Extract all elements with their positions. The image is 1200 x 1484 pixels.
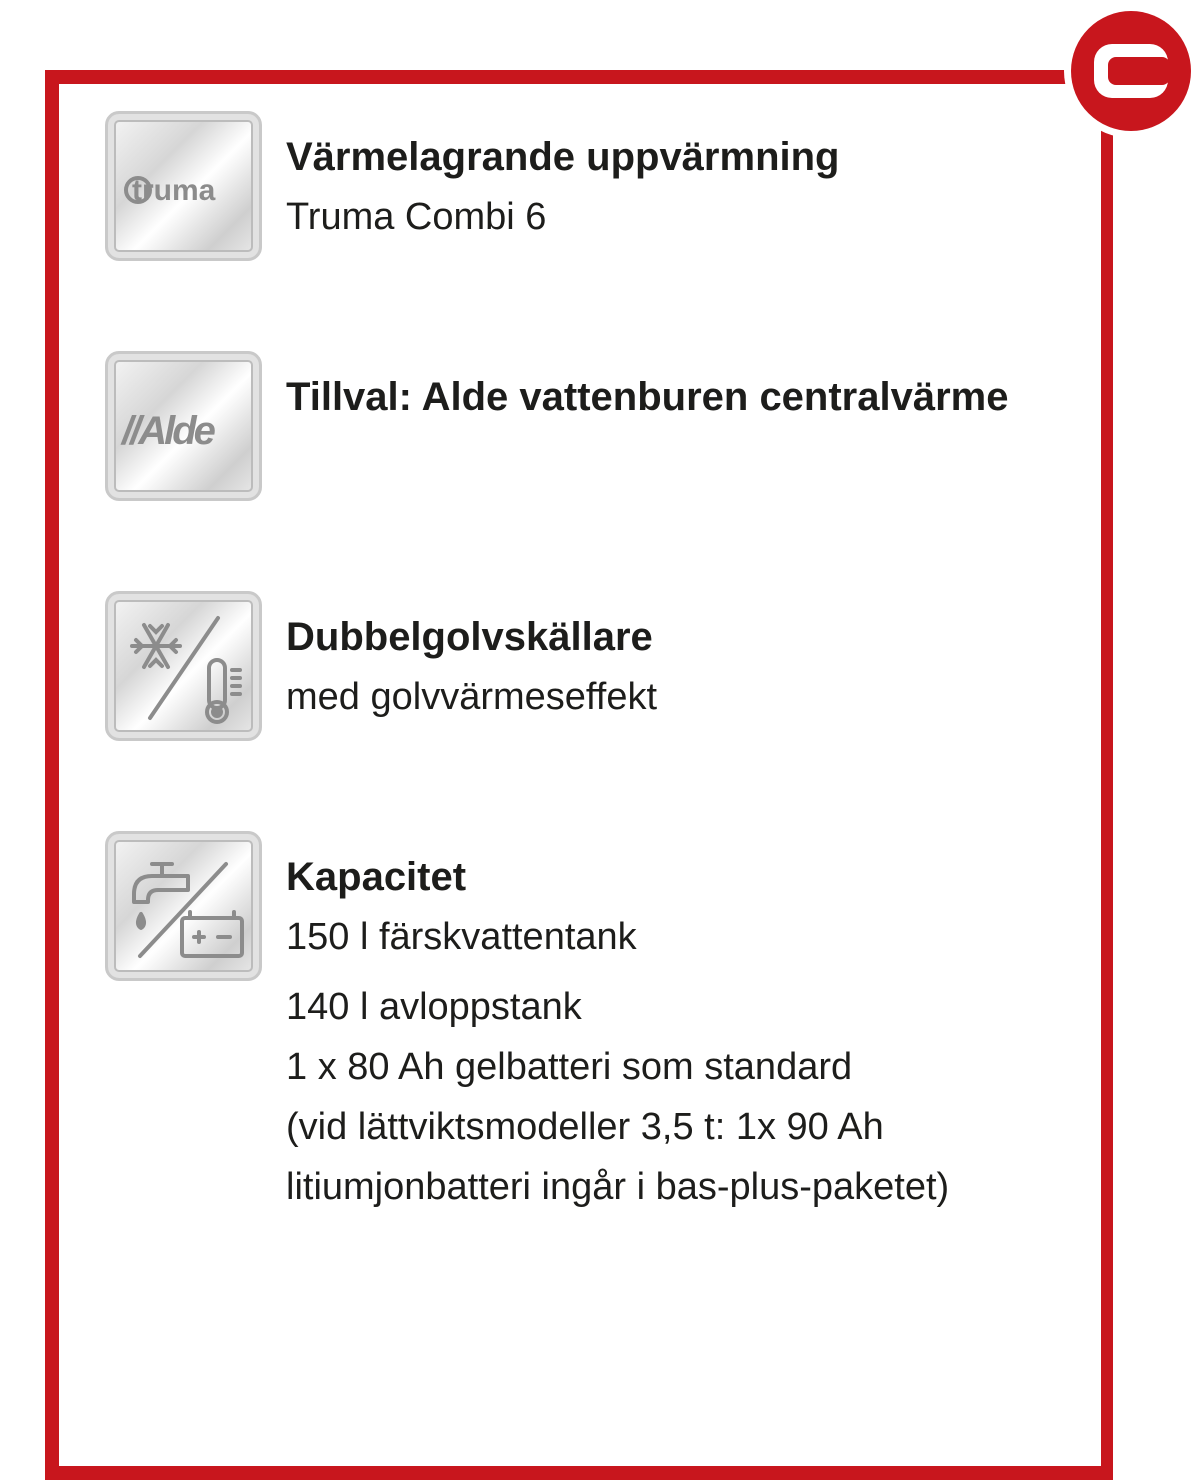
feature-detail-line: litiumjonbatteri ingår i bas-plus-paketet): [286, 1166, 950, 1208]
svg-text:truma: truma: [132, 174, 216, 207]
feature-title: Tillval: Alde vattenburen centralvärme: [286, 375, 1009, 419]
feature-details: [286, 197, 546, 257]
feature-detail-line: (vid lättviktsmodeller 3,5 t: 1x 90 Ah: [286, 1106, 884, 1148]
feature-title: Dubbelgolvskällare: [286, 615, 653, 659]
snowflake-thermometer-icon: [105, 591, 262, 741]
tap-battery-icon: [105, 831, 262, 981]
svg-text://Alde: //Alde: [122, 409, 213, 453]
feature-detail-line: Truma Combi 6: [286, 196, 547, 238]
feature-detail-line: 150 l färskvattentank: [286, 916, 637, 958]
feature-details: [286, 917, 949, 1217]
truma-logo-icon: [105, 111, 262, 261]
feature-title: Kapacitet: [286, 855, 467, 899]
content-frame: [45, 70, 1113, 1480]
brand-c-logo-icon: [1071, 11, 1191, 131]
alde-logo-icon: [105, 351, 262, 501]
feature-title: Värmelagrande uppvärmning: [286, 135, 840, 179]
feature-detail-line: 140 l avloppstank: [286, 986, 582, 1028]
feature-detail-line: med golvvärmeseffekt: [286, 676, 658, 718]
feature-details: [286, 677, 657, 737]
feature-detail-line: 1 x 80 Ah gelbatteri som standard: [286, 1046, 853, 1088]
